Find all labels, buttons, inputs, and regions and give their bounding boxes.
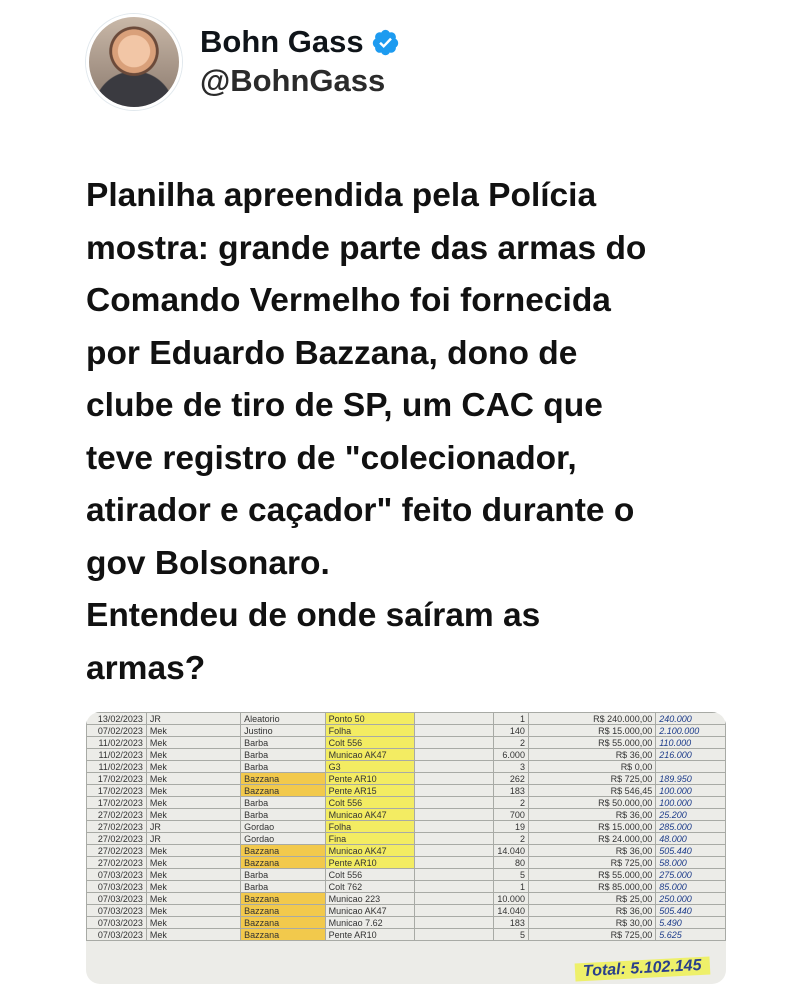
table-cell: Barba [241, 869, 326, 881]
table-cell [415, 761, 494, 773]
table-cell: Colt 762 [325, 881, 415, 893]
table-cell: 07/03/2023 [87, 893, 147, 905]
table-row [87, 833, 726, 845]
table-cell: Municao AK47 [325, 749, 415, 761]
table-cell: Bazzana [241, 845, 326, 857]
verified-badge-icon [371, 28, 400, 57]
table-cell: 27/02/2023 [87, 809, 147, 821]
table-row [87, 761, 726, 773]
table-cell: Barba [241, 737, 326, 749]
table-cell: 27/02/2023 [87, 821, 147, 833]
table-cell: 85.000 [656, 881, 726, 893]
table-cell: Mek [146, 893, 240, 905]
table-cell: 07/03/2023 [87, 905, 147, 917]
table-row [87, 773, 726, 785]
table-cell: R$ 546,45 [528, 785, 655, 797]
table-cell: Mek [146, 809, 240, 821]
table-cell: 2 [494, 737, 529, 749]
table-cell: Mek [146, 905, 240, 917]
table-cell: 183 [494, 785, 529, 797]
tweet-paragraph: Planilha apreendida pela Polícia mostra: grande parte das armas do Comando Vermelho foi fornecida por Eduardo Bazzana, dono de clube de tiro de SP, um CAC que teve registro de "colecionador, atirador e caçador" feito durante o gov Bolsonaro. [86, 177, 647, 582]
table-cell: Mek [146, 857, 240, 869]
table-cell: Folha [325, 725, 415, 737]
table-cell: R$ 15.000,00 [528, 725, 655, 737]
table-cell: Bazzana [241, 857, 326, 869]
table-row [87, 737, 726, 749]
table-cell: R$ 0,00 [528, 761, 655, 773]
table-cell: R$ 50.000,00 [528, 797, 655, 809]
table-cell: Mek [146, 761, 240, 773]
table-cell [415, 821, 494, 833]
spreadsheet-table [86, 712, 726, 941]
table-cell: 25.200 [656, 809, 726, 821]
table-cell: 5 [494, 929, 529, 941]
table-cell: 505.440 [656, 905, 726, 917]
table-cell: Municao AK47 [325, 905, 415, 917]
table-cell: JR [146, 821, 240, 833]
table-cell: 11/02/2023 [87, 749, 147, 761]
table-cell: Colt 556 [325, 737, 415, 749]
table-cell: Mek [146, 725, 240, 737]
table-cell: 07/03/2023 [87, 881, 147, 893]
table-cell: R$ 725,00 [528, 929, 655, 941]
display-name-row [200, 23, 400, 61]
table-cell: 216.000 [656, 749, 726, 761]
table-cell: Mek [146, 917, 240, 929]
table-cell: 07/02/2023 [87, 725, 147, 737]
tweet-header [86, 14, 400, 110]
table-cell [415, 905, 494, 917]
table-cell: Pente AR10 [325, 857, 415, 869]
table-cell: Mek [146, 773, 240, 785]
table-cell [415, 809, 494, 821]
author-names [200, 23, 400, 101]
table-cell: Bazzana [241, 929, 326, 941]
table-row [87, 797, 726, 809]
table-row [87, 929, 726, 941]
table-cell [415, 797, 494, 809]
table-cell: 140 [494, 725, 529, 737]
table-cell: R$ 36,00 [528, 905, 655, 917]
table-cell: R$ 36,00 [528, 845, 655, 857]
table-cell: Mek [146, 737, 240, 749]
table-cell: 27/02/2023 [87, 845, 147, 857]
table-row [87, 749, 726, 761]
table-cell: 5.490 [656, 917, 726, 929]
table-cell: 19 [494, 821, 529, 833]
table-cell: R$ 85.000,00 [528, 881, 655, 893]
table-row [87, 809, 726, 821]
table-cell [415, 869, 494, 881]
table-row [87, 905, 726, 917]
table-cell: Bazzana [241, 917, 326, 929]
table-cell: 6.000 [494, 749, 529, 761]
table-cell: Bazzana [241, 893, 326, 905]
table-cell [656, 761, 726, 773]
table-cell: R$ 55.000,00 [528, 869, 655, 881]
table-cell: Folha [325, 821, 415, 833]
table-cell: R$ 30,00 [528, 917, 655, 929]
table-cell [415, 845, 494, 857]
table-cell: 250.000 [656, 893, 726, 905]
table-cell: 700 [494, 809, 529, 821]
display-name[interactable]: Bohn Gass [200, 24, 364, 59]
table-cell: Gordao [241, 833, 326, 845]
table-row [87, 917, 726, 929]
table-row [87, 821, 726, 833]
table-cell: Justino [241, 725, 326, 737]
table-cell: 100.000 [656, 797, 726, 809]
table-cell: R$ 725,00 [528, 773, 655, 785]
table-cell [415, 725, 494, 737]
table-cell: R$ 15.000,00 [528, 821, 655, 833]
table-cell: JR [146, 713, 240, 725]
table-cell: Bazzana [241, 785, 326, 797]
table-cell: Mek [146, 749, 240, 761]
table-row [87, 713, 726, 725]
table-cell: 5 [494, 869, 529, 881]
table-cell: R$ 25,00 [528, 893, 655, 905]
table-cell: Pente AR10 [325, 773, 415, 785]
table-cell: 17/02/2023 [87, 797, 147, 809]
avatar[interactable] [86, 14, 182, 110]
table-cell: 58.000 [656, 857, 726, 869]
table-cell: Aleatorio [241, 713, 326, 725]
table-cell: R$ 36,00 [528, 809, 655, 821]
table-cell: 11/02/2023 [87, 761, 147, 773]
table-cell: Municao AK47 [325, 845, 415, 857]
table-cell: G3 [325, 761, 415, 773]
table-cell: R$ 55.000,00 [528, 737, 655, 749]
table-cell: Mek [146, 881, 240, 893]
table-cell [415, 737, 494, 749]
table-cell [415, 713, 494, 725]
table-row [87, 857, 726, 869]
table-cell: Ponto 50 [325, 713, 415, 725]
table-cell: 240.000 [656, 713, 726, 725]
table-cell: Colt 556 [325, 869, 415, 881]
table-cell: 100.000 [656, 785, 726, 797]
table-row [87, 881, 726, 893]
table-cell: 3 [494, 761, 529, 773]
table-cell: Municao AK47 [325, 809, 415, 821]
table-cell: R$ 24.000,00 [528, 833, 655, 845]
table-cell: Colt 556 [325, 797, 415, 809]
table-cell: 2.100.000 [656, 725, 726, 737]
table-cell: 110.000 [656, 737, 726, 749]
tweet-photo-spreadsheet[interactable] [86, 712, 726, 984]
table-cell: 27/02/2023 [87, 833, 147, 845]
table-cell: Barba [241, 761, 326, 773]
table-cell: 07/03/2023 [87, 917, 147, 929]
table-row [87, 845, 726, 857]
table-cell: 1 [494, 881, 529, 893]
table-cell: 80 [494, 857, 529, 869]
table-cell: Pente AR10 [325, 929, 415, 941]
table-cell [415, 773, 494, 785]
table-cell: 14.040 [494, 905, 529, 917]
table-cell: Municao 223 [325, 893, 415, 905]
table-cell: Mek [146, 797, 240, 809]
table-cell: 10.000 [494, 893, 529, 905]
table-cell: Municao 7.62 [325, 917, 415, 929]
table-cell: 2 [494, 833, 529, 845]
table-cell: 285.000 [656, 821, 726, 833]
table-cell: R$ 725,00 [528, 857, 655, 869]
table-cell: Mek [146, 785, 240, 797]
table-cell: 14.040 [494, 845, 529, 857]
table-cell [415, 893, 494, 905]
table-cell: JR [146, 833, 240, 845]
table-row [87, 893, 726, 905]
table-cell: Barba [241, 797, 326, 809]
tweet-paragraph: Entendeu de onde saíram as armas? [86, 597, 541, 687]
table-cell [415, 833, 494, 845]
table-cell: 1 [494, 713, 529, 725]
table-cell: 505.440 [656, 845, 726, 857]
table-row [87, 725, 726, 737]
table-cell: 07/03/2023 [87, 869, 147, 881]
table-cell: Barba [241, 749, 326, 761]
table-cell: 275.000 [656, 869, 726, 881]
table-cell: Bazzana [241, 773, 326, 785]
table-cell [415, 749, 494, 761]
table-cell: R$ 240.000,00 [528, 713, 655, 725]
table-cell: Barba [241, 881, 326, 893]
table-cell: 189.950 [656, 773, 726, 785]
table-cell: Mek [146, 869, 240, 881]
table-cell: Mek [146, 929, 240, 941]
table-cell [415, 917, 494, 929]
handle[interactable]: @BohnGass [200, 63, 386, 98]
table-row [87, 785, 726, 797]
table-cell: 07/03/2023 [87, 929, 147, 941]
table-cell [415, 881, 494, 893]
table-row [87, 869, 726, 881]
table-cell: 5.625 [656, 929, 726, 941]
table-cell: 27/02/2023 [87, 857, 147, 869]
table-cell [415, 785, 494, 797]
table-cell: Gordao [241, 821, 326, 833]
table-cell: 183 [494, 917, 529, 929]
table-cell: Pente AR15 [325, 785, 415, 797]
table-cell: 48.000 [656, 833, 726, 845]
tweet-text [86, 170, 736, 695]
handwritten-total: Total: 5.102.145 [575, 956, 710, 981]
table-cell [415, 929, 494, 941]
table-cell: Bazzana [241, 905, 326, 917]
table-cell: Fina [325, 833, 415, 845]
table-cell: Mek [146, 845, 240, 857]
table-cell: 17/02/2023 [87, 785, 147, 797]
table-cell: 2 [494, 797, 529, 809]
table-cell: 17/02/2023 [87, 773, 147, 785]
table-cell [415, 857, 494, 869]
table-cell: 13/02/2023 [87, 713, 147, 725]
table-cell: 262 [494, 773, 529, 785]
table-cell: Barba [241, 809, 326, 821]
table-cell: R$ 36,00 [528, 749, 655, 761]
table-cell: 11/02/2023 [87, 737, 147, 749]
